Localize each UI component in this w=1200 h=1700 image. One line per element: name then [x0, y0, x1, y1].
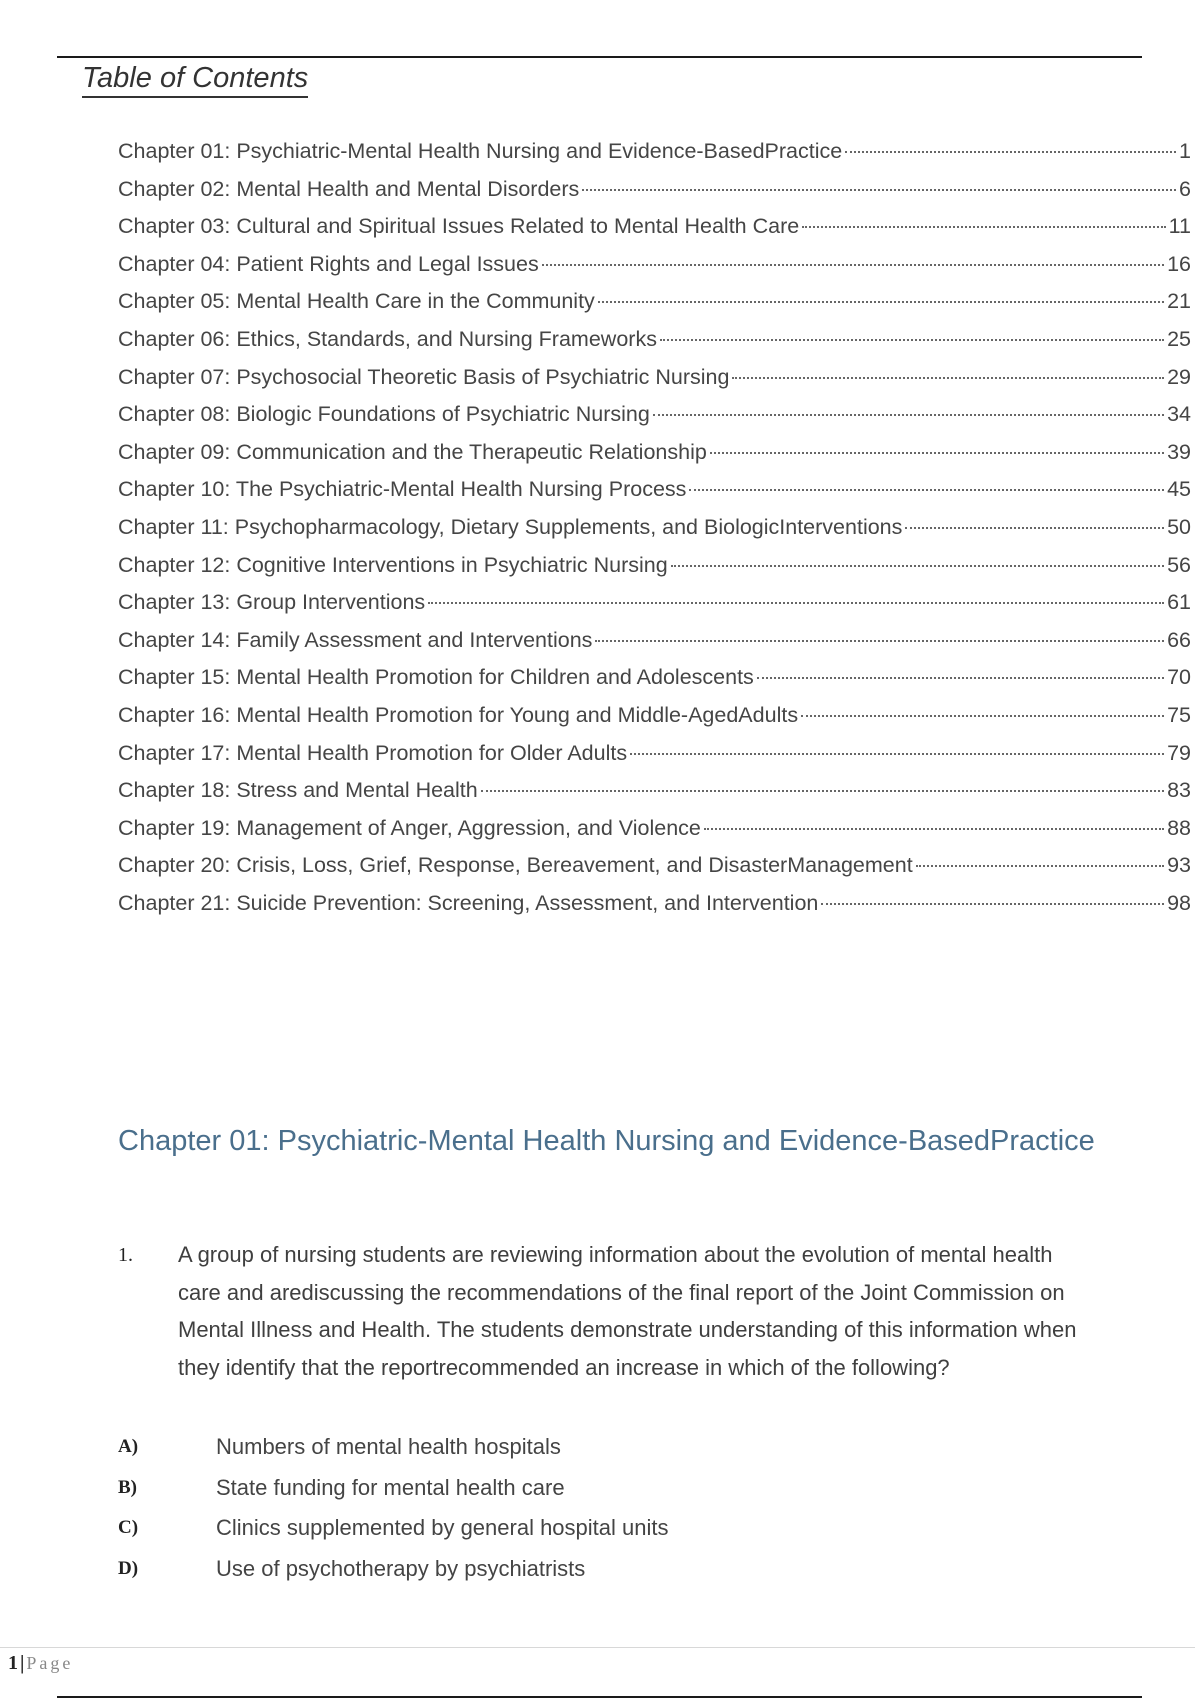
- toc-entry-page: 75: [1167, 702, 1191, 727]
- option-text: Use of psychotherapy by psychiatrists: [216, 1555, 586, 1581]
- option-letter: B): [118, 1476, 137, 1498]
- toc-entry-page: 56: [1167, 552, 1191, 577]
- toc-entry[interactable]: [118, 741, 1191, 779]
- toc-entry-title: Chapter 10: The Psychiatric-Mental Health Nursing Process: [118, 477, 687, 502]
- toc-entry[interactable]: [118, 628, 1191, 666]
- toc-dot-leader: [582, 189, 1176, 191]
- toc-entry[interactable]: [118, 703, 1191, 741]
- toc-entry[interactable]: [118, 252, 1191, 290]
- toc-entry-title: Chapter 06: Ethics, Standards, and Nursing Frameworks: [118, 326, 657, 351]
- chapter-heading: Chapter 01: Psychiatric-Mental Health Nursing and Evidence-BasedPractice: [118, 1125, 1095, 1157]
- toc-entry-page: 21: [1167, 289, 1191, 314]
- toc-dot-leader: [428, 602, 1164, 604]
- answer-option[interactable]: [118, 1508, 1018, 1549]
- toc-entry-title: Chapter 12: Cognitive Interventions in Psychiatric Nursing: [118, 552, 668, 577]
- toc-entry[interactable]: [118, 515, 1191, 553]
- toc-entry-title: Chapter 11: Psychopharmacology, Dietary Supplements, and BiologicInterventions: [118, 514, 903, 539]
- answer-option[interactable]: [118, 1468, 1018, 1509]
- option-text: State funding for mental health care: [216, 1474, 565, 1500]
- toc-entry-title: Chapter 05: Mental Health Care in the Community: [118, 289, 595, 314]
- toc-entry[interactable]: [118, 440, 1191, 478]
- answer-options: [118, 1427, 1018, 1589]
- toc-entry[interactable]: [118, 139, 1191, 177]
- toc-entry-title: Chapter 14: Family Assessment and Interventions: [118, 627, 593, 652]
- toc-dot-leader: [905, 527, 1164, 529]
- toc-entry[interactable]: [118, 816, 1191, 854]
- page-separator: |: [20, 1652, 25, 1674]
- answer-option[interactable]: [118, 1427, 1018, 1468]
- toc-entry[interactable]: [118, 327, 1191, 365]
- toc-entry-title: Chapter 21: Suicide Prevention: Screening, Assessment, and Intervention: [118, 890, 819, 915]
- question-text: A group of nursing students are reviewing information about the evolution of mental health care and arediscussing the recommendations of the final report of the Joint Commission on Mental Illness and Health. The students demonstrate understanding of this information when they identify that the reportrecommended an increase in which of the following?: [178, 1242, 1077, 1380]
- toc-entry[interactable]: [118, 477, 1191, 515]
- toc-entry-page: 16: [1167, 251, 1191, 276]
- toc-dot-leader: [704, 828, 1164, 830]
- toc-entry-title: Chapter 07: Psychosocial Theoretic Basis of Psychiatric Nursing: [118, 364, 730, 389]
- toc-dot-leader: [757, 677, 1164, 679]
- page-label: Page: [26, 1653, 74, 1673]
- toc-entry-title: Chapter 13: Group Interventions: [118, 590, 426, 615]
- option-text: Numbers of mental health hospitals: [216, 1434, 561, 1460]
- toc-entry[interactable]: [118, 891, 1191, 929]
- toc-entry-page: 50: [1167, 514, 1191, 539]
- bottom-rule: [57, 1696, 1142, 1698]
- toc-entry-title: Chapter 17: Mental Health Promotion for Older Adults: [118, 740, 628, 765]
- toc-dot-leader: [821, 903, 1164, 905]
- toc-entry-title: Chapter 20: Crisis, Loss, Grief, Response, Bereavement, and DisasterManagement: [118, 853, 913, 878]
- toc-dot-leader: [653, 414, 1164, 416]
- toc-entry-page: 98: [1167, 890, 1191, 915]
- toc-dot-leader: [671, 565, 1164, 567]
- toc-entry-page: 29: [1167, 364, 1191, 389]
- toc-entry-title: Chapter 15: Mental Health Promotion for Children and Adolescents: [118, 665, 754, 690]
- toc-dot-leader: [481, 790, 1164, 792]
- toc-entry-title: Chapter 03: Cultural and Spiritual Issues Related to Mental Health Care: [118, 214, 800, 239]
- option-letter: D): [118, 1557, 139, 1579]
- question-number: 1.: [118, 1244, 133, 1266]
- toc-entry-title: Chapter 04: Patient Rights and Legal Issues: [118, 251, 539, 276]
- toc-entry-page: 11: [1168, 214, 1191, 239]
- toc-entry-page: 34: [1167, 402, 1191, 427]
- page-footer: [8, 1652, 73, 1675]
- toc-entry-page: 1: [1179, 139, 1191, 163]
- toc-entry[interactable]: [118, 665, 1191, 703]
- toc-entry[interactable]: [118, 214, 1191, 252]
- toc-heading: Table of Contents: [82, 60, 308, 98]
- toc-entry[interactable]: [118, 177, 1191, 215]
- toc-entry-page: 25: [1167, 326, 1191, 351]
- toc-entry-page: 6: [1179, 176, 1191, 201]
- footer-rule: [0, 1647, 1195, 1648]
- toc-entry-title: Chapter 09: Communication and the Therapeutic Relationship: [118, 439, 707, 464]
- option-text: Clinics supplemented by general hospital units: [216, 1515, 669, 1541]
- toc-dot-leader: [595, 640, 1164, 642]
- toc-entry-page: 93: [1167, 853, 1191, 878]
- toc-entry[interactable]: [118, 365, 1191, 403]
- page-number: 1: [8, 1652, 18, 1674]
- toc-dot-leader: [732, 377, 1164, 379]
- toc-entry[interactable]: [118, 402, 1191, 440]
- option-letter: A): [118, 1436, 139, 1458]
- toc-entry-page: 61: [1167, 590, 1191, 615]
- toc-dot-leader: [689, 489, 1164, 491]
- toc-entry-page: 45: [1167, 477, 1191, 502]
- toc-entry-title: Chapter 18: Stress and Mental Health: [118, 778, 478, 803]
- toc-dot-leader: [710, 452, 1164, 454]
- toc-entry[interactable]: [118, 590, 1191, 628]
- toc-entry-page: 88: [1167, 815, 1191, 840]
- toc-entry-title: Chapter 01: Psychiatric-Mental Health Nursing and Evidence-BasedPractice: [118, 139, 843, 163]
- toc-entry-page: 66: [1167, 627, 1191, 652]
- toc-entry-page: 83: [1167, 778, 1191, 803]
- toc-dot-leader: [660, 339, 1164, 341]
- top-rule: [57, 56, 1142, 58]
- toc-entry[interactable]: [118, 289, 1191, 327]
- toc-entry[interactable]: [118, 853, 1191, 891]
- toc-entry[interactable]: [118, 553, 1191, 591]
- toc-dot-leader: [630, 753, 1164, 755]
- toc-dot-leader: [916, 865, 1164, 867]
- toc-dot-leader: [845, 151, 1176, 153]
- toc-entry-page: 39: [1167, 439, 1191, 464]
- toc-entry[interactable]: [118, 778, 1191, 816]
- toc-dot-leader: [542, 264, 1164, 266]
- toc-dot-leader: [598, 301, 1164, 303]
- toc-dot-leader: [801, 715, 1164, 717]
- toc-entry-title: Chapter 19: Management of Anger, Aggression, and Violence: [118, 815, 701, 840]
- toc-dot-leader: [802, 226, 1165, 228]
- toc-list: [118, 139, 1191, 928]
- toc-entry-title: Chapter 08: Biologic Foundations of Psychiatric Nursing: [118, 402, 650, 427]
- toc-entry-page: 70: [1167, 665, 1191, 690]
- toc-entry-title: Chapter 02: Mental Health and Mental Disorders: [118, 176, 580, 201]
- question: [118, 1236, 1078, 1386]
- option-letter: C): [118, 1517, 139, 1539]
- toc-entry-page: 79: [1167, 740, 1191, 765]
- answer-option[interactable]: [118, 1549, 1018, 1590]
- toc-entry-title: Chapter 16: Mental Health Promotion for Young and Middle-AgedAdults: [118, 702, 799, 727]
